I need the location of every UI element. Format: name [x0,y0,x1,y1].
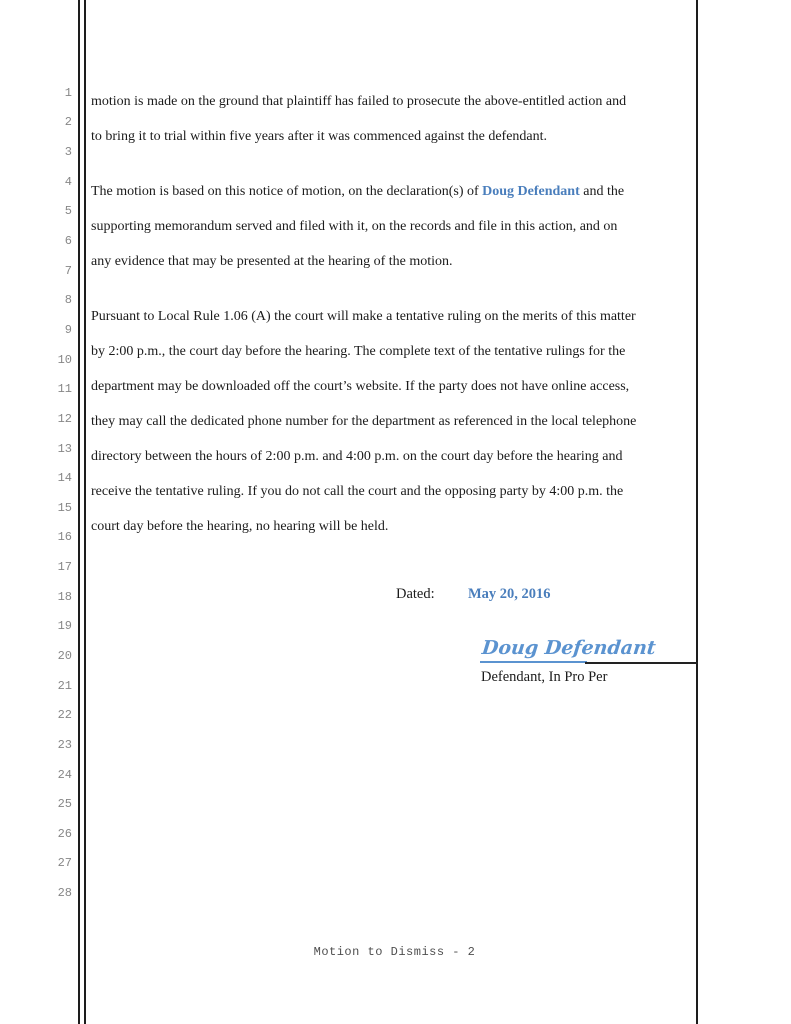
line-number: 11 [57,382,72,397]
signature-title: Defendant, In Pro Per [481,669,608,685]
dated-row [396,586,551,603]
line-number: 28 [57,886,72,901]
body-line-segment: and the [579,184,625,199]
line-number: 13 [57,441,72,456]
dated-value: May 20, 2016 [468,586,551,602]
body-line [91,174,698,209]
paragraph-1 [91,84,698,154]
line-number: 12 [57,411,72,426]
paragraph-3 [91,299,698,544]
line-number: 4 [64,174,72,189]
body-line: department may be downloaded off the court’s website. If the party does not have online access, [91,379,630,394]
line-number: 26 [57,826,72,841]
line-number: 9 [64,322,72,337]
line-number: 20 [57,648,72,663]
line-number: 21 [57,678,72,693]
body-line: they may call the dedicated phone number for the department as referenced in the local telephone [91,414,637,429]
line-number: 18 [57,589,72,604]
document-body [91,84,698,564]
line-number: 15 [57,500,72,515]
left-rule-inner [84,0,86,1024]
line-number: 17 [57,560,72,575]
body-line: by 2:00 p.m., the court day before the hearing. The complete text of the tentative rulings for the [91,344,626,359]
dated-label: Dated: [396,586,435,602]
defendant-name-inline: Doug Defendant [482,184,580,199]
line-number: 3 [64,145,72,160]
body-line: any evidence that may be presented at the hearing of the motion. [91,254,453,269]
line-number: 24 [57,767,72,782]
line-number: 14 [57,471,72,486]
signature-script: Doug Defendant [480,637,657,659]
body-line: directory between the hours of 2:00 p.m. and 4:00 p.m. on the court day before the hearing and [91,449,623,464]
body-line: to bring it to trial within five years after it was commenced against the defendant. [91,129,548,144]
line-number: 7 [64,263,72,278]
body-line: motion is made on the ground that plaintiff has failed to prosecute the above-entitled action and [91,94,627,109]
signature-underline-blue [480,661,587,663]
body-line: Pursuant to Local Rule 1.06 (A) the court will make a tentative ruling on the merits of this matter [91,309,636,324]
line-number: 22 [57,708,72,723]
line-number: 1 [64,85,72,100]
line-number: 8 [64,293,72,308]
body-line: receive the tentative ruling. If you do not call the court and the opposing party by 4:00 p.m. the [91,484,624,499]
line-number: 10 [57,352,72,367]
line-number: 25 [57,797,72,812]
footer-page-label: Motion to Dismiss - 2 [313,945,476,959]
line-number: 6 [64,234,72,249]
line-number: 16 [57,530,72,545]
line-number: 5 [64,204,72,219]
right-rule [696,0,698,1024]
line-number: 2 [64,115,72,130]
signature-line [585,662,698,664]
line-number: 23 [57,737,72,752]
line-number: 19 [57,619,72,634]
line-number-column [0,78,72,908]
body-line: supporting memorandum served and filed with it, on the records and file in this action, and on [91,219,618,234]
left-rule-outer [78,0,80,1024]
line-number: 27 [57,856,72,871]
body-line-segment: The motion is based on this notice of motion, on the declaration(s) of [91,184,483,199]
body-line: court day before the hearing, no hearing will be held. [91,519,389,534]
paragraph-2 [91,174,698,279]
